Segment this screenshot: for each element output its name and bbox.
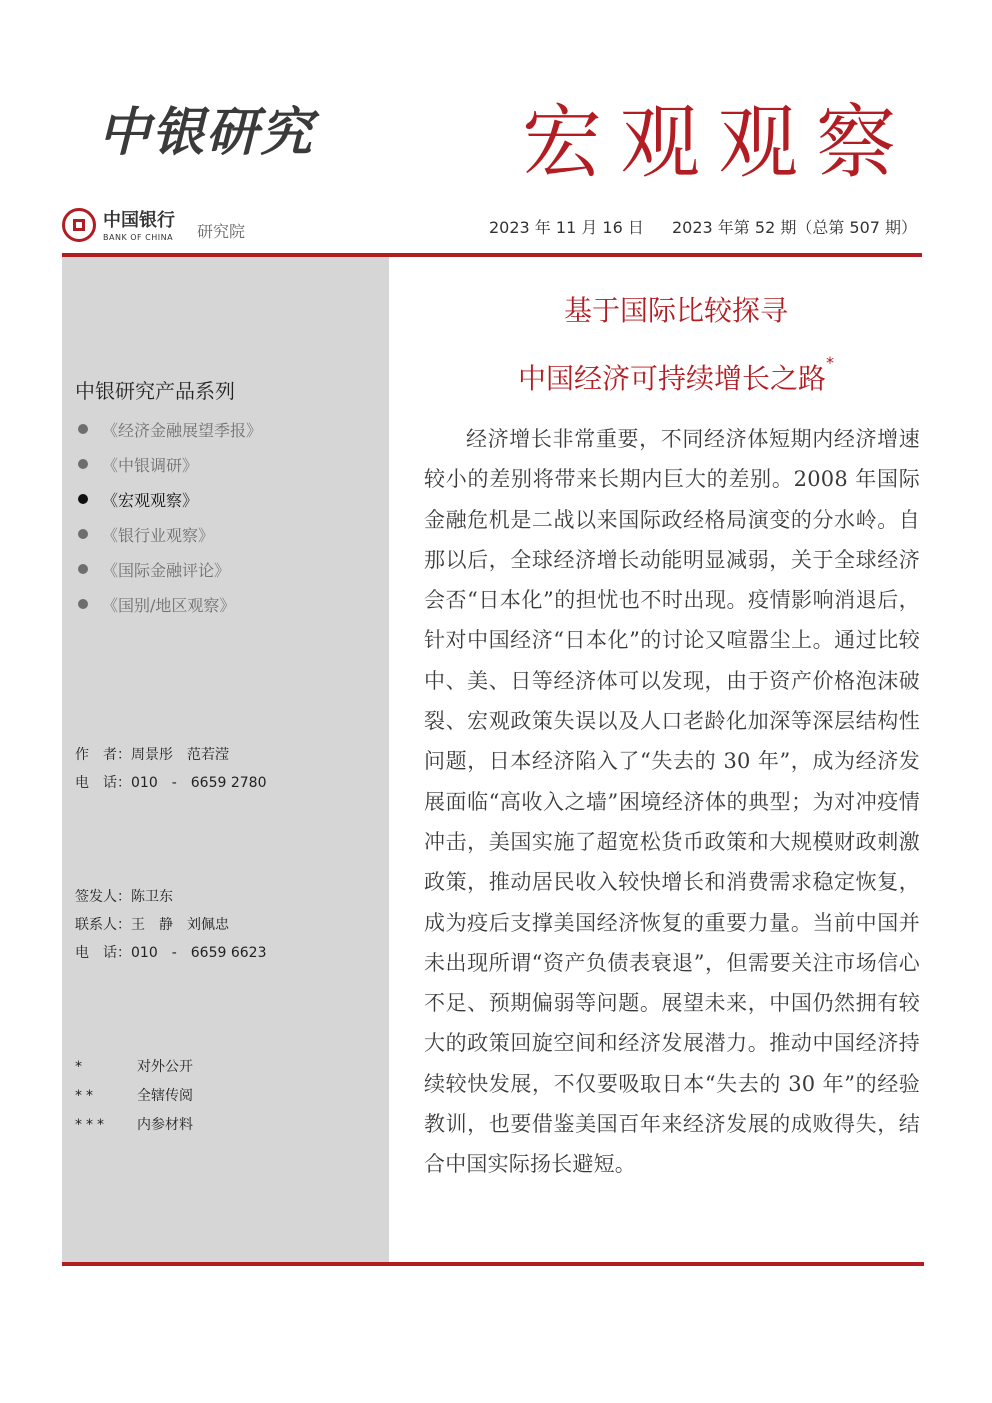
series-item	[75, 453, 262, 488]
classification-label: 内参材料	[137, 1117, 193, 1133]
brand-logo: 中银研究	[98, 102, 315, 163]
contact-row	[75, 911, 266, 939]
classification-row	[75, 1111, 193, 1140]
series-item-label: 《国际金融评论》	[102, 561, 231, 580]
classification-stars: **	[75, 1088, 97, 1104]
author-label: 作 者：	[75, 747, 131, 763]
author-block	[75, 741, 266, 797]
bank-name-cn: 中国银行	[103, 210, 175, 231]
series-item	[75, 593, 262, 628]
report-series-title: 宏观观察	[522, 96, 914, 189]
phone-value: 010 - 6659 6623	[131, 945, 267, 961]
bullet-icon	[78, 494, 88, 504]
signer-label: 签发人：	[75, 889, 131, 905]
author-row	[75, 741, 266, 769]
bullet-icon	[78, 529, 88, 539]
footer-divider	[62, 1262, 924, 1266]
article-title-line-2	[396, 353, 956, 397]
series-item	[75, 558, 262, 593]
author-value: 周景彤 范若滢	[131, 747, 229, 763]
classification-label: 全辖传阅	[137, 1088, 193, 1104]
bank-of-china-logo-icon	[62, 208, 96, 242]
issue-number: 2023 年第 52 期（总第 507 期）	[672, 218, 918, 237]
series-item-label: 《宏观观察》	[102, 491, 199, 510]
contact-phone-row	[75, 939, 266, 967]
issue-date: 2023 年 11 月 16 日	[489, 218, 644, 237]
title-footnote-mark: *	[826, 353, 834, 372]
series-item	[75, 418, 262, 453]
product-series-list	[75, 418, 262, 628]
bullet-icon	[78, 564, 88, 574]
series-item-active	[75, 488, 262, 523]
signer-value: 陈卫东	[131, 889, 173, 905]
classification-stars: ***	[75, 1117, 108, 1133]
phone-value: 010 - 6659 2780	[131, 775, 267, 791]
phone-label: 电 话：	[75, 775, 131, 791]
series-item-label: 《国别/地区观察》	[102, 596, 236, 615]
series-item-label: 《银行业观察》	[102, 526, 215, 545]
contact-block	[75, 883, 266, 967]
phone-label: 电 话：	[75, 945, 131, 961]
bullet-icon	[78, 599, 88, 609]
article-title-line-1: 基于国际比较探寻	[563, 294, 788, 327]
classification-row	[75, 1082, 193, 1111]
classification-legend	[75, 1053, 193, 1140]
sidebar-heading: 中银研究产品系列	[75, 379, 235, 403]
bullet-icon	[78, 424, 88, 434]
article-abstract: 经济增长非常重要，不同经济体短期内经济增速较小的差别将带来长期内巨大的差别。2008 年国际金融危机是二战以来国际政经格局演变的分水岭。自那以后，全球经济增长动能明显减弱，关于全球经济会否“日本化”的担忧也不时出现。疫情影响消退后，针对中国经济“日本化”的讨论又喧嚣尘上。通过比较中、美、日等经济体可以发现，由于资产价格泡沫破裂、宏观政策失误以及人口老龄化加深等深层结构性问题，日本经济陷入了“失去的 30 年”，成为经济发展面临“高收入之墙”困境经济体的典型；为对冲疫情冲击，美国实施了超宽松货币政策和大规模财政刺激政策，推动居民收入较快增长和消费需求稳定恢复，成为疫后支撑美国经济恢复的重要力量。当前中国并未出现所谓“资产负债表衰退”，但需要关注市场信心不足、预期偏弱等问题。展望未来，中国仍然拥有较大的政策回旋空间和经济发展潜力。推动中国经济持续较快发展，不仅要吸取日本“失去的 30 年”的经验教训，也要借鉴美国百年来经济发展的成败得失，结合中国实际扬长避短。	[424, 427, 920, 1177]
contact-value: 王 静 刘佩忠	[131, 917, 229, 933]
author-phone-row	[75, 769, 266, 797]
bank-name-en: BANK OF CHINA	[103, 233, 174, 242]
classification-row	[75, 1053, 193, 1082]
series-item	[75, 523, 262, 558]
classification-stars: *	[75, 1059, 86, 1075]
series-item-label: 《经济金融展望季报》	[102, 421, 263, 440]
classification-label: 对外公开	[137, 1059, 193, 1075]
signer-row	[75, 883, 266, 911]
contact-label: 联系人：	[75, 917, 131, 933]
bullet-icon	[78, 459, 88, 469]
institute-label: 研究院	[197, 222, 246, 241]
series-item-label: 《中银调研》	[102, 456, 199, 475]
article-title-text: 中国经济可持续增长之路	[517, 362, 826, 395]
